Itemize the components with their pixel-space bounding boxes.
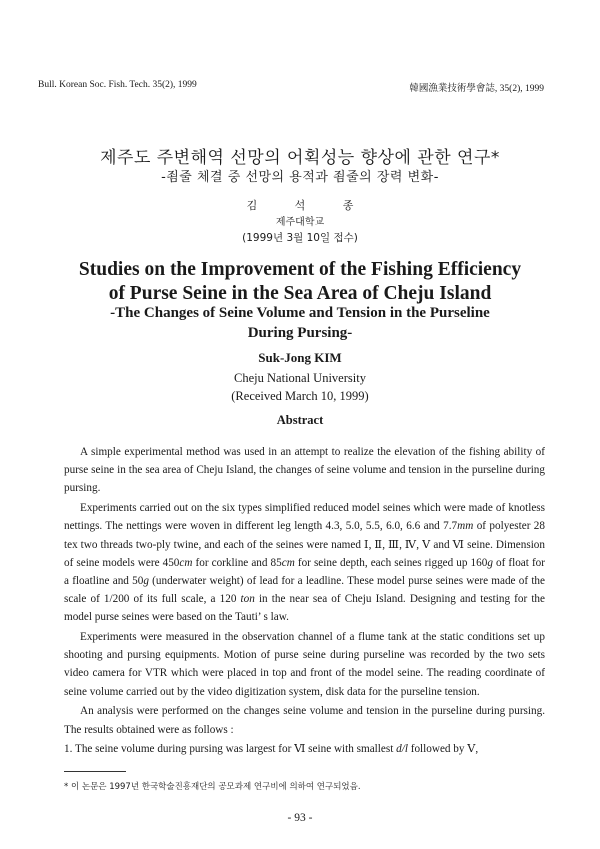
footnote-divider: [64, 771, 126, 772]
english-subtitle-line-1: -The Changes of Seine Volume and Tension in the Purseline: [110, 305, 490, 321]
footnote: * 이 논문은 1997년 한국학술진흥재단의 공모과제 연구비에 의하여 연구되었음.: [64, 782, 361, 792]
english-subtitle: [0, 303, 600, 343]
korean-affiliation: 제주대학교: [275, 217, 325, 228]
korean-subtitle: -죔줄 체결 중 선망의 용적과 죔줄의 장력 변화-: [161, 170, 439, 185]
english-title-line-2: of Purse Seine in the Sea Area of Cheju Island: [108, 283, 492, 304]
english-author: Suk-Jong KIM: [258, 350, 342, 365]
abstract-paragraph-2: Experiments carried out on the six types simplified reduced model seines which were made of knotless nettings. The nettings were woven in different leg length 4.3, 5.0, 5.5, 6.0, 6.6 and 7.7mm of polyester 28 tex two threads two-ply twine, and each of the seines were named Ⅰ, Ⅱ, Ⅲ, Ⅳ, Ⅴ and Ⅵ seine. Dimension of seine models were 450cm for corkline and 85cm for seine depth, each seines rigged up 160g of float for a floatline and 50g (underwater weight) of lead for a leadline. These model purse seines were made of the scale of 1/200 of its full scale, a 120 ton in the near sea of Cheju Island. Designing and testing for the model purse seines were based on the Tauti’ s law.: [64, 502, 545, 624]
abstract-result-1: 1. The seine volume during pursing was largest for Ⅵ seine with smallest d/l followed by Ⅴ,: [64, 743, 479, 756]
english-affiliation: Cheju National University: [234, 371, 366, 385]
abstract-heading: Abstract: [276, 413, 324, 427]
abstract-paragraph-1: A simple experimental method was used in an attempt to realize the elevation of the fishing ability of purse seine in the sea area of Cheju Island, the changes of seine volume and tension in the purseline during pursing.: [64, 446, 545, 495]
english-received-date: (Received March 10, 1999): [231, 389, 369, 403]
korean-author: 김 석 종: [246, 199, 354, 212]
abstract-body: [64, 443, 545, 760]
english-title: [0, 258, 600, 306]
english-subtitle-line-2: During Pursing-: [247, 325, 353, 341]
korean-title: 제주도 주변해역 선망의 어획성능 향상에 관한 연구*: [100, 148, 500, 168]
journal-header-right: 韓國漁業技術學會誌, 35(2), 1999: [409, 84, 544, 94]
english-title-line-1: Studies on the Improvement of the Fishing Efficiency: [78, 259, 522, 280]
korean-received-date: (1999년 3월 10일 접수): [242, 232, 358, 244]
journal-header-left: Bull. Korean Soc. Fish. Tech. 35(2), 1999: [38, 80, 197, 90]
abstract-paragraph-4: An analysis were performed on the changes seine volume and tension in the purseline during pursing. The results obtained were as follows :: [64, 705, 545, 736]
page-number: - 93 -: [287, 812, 313, 824]
abstract-paragraph-3: Experiments were measured in the observation channel of a flume tank at the static conditions set up shooting and pursing equipments. Motion of purse seine during purseline was recorded by the two sets video camera for VTR which were placed in top and front of the model seine. The reading coordinate of seine volume carried out by the video digitization system, disk data for the purseline tension.: [64, 631, 545, 698]
